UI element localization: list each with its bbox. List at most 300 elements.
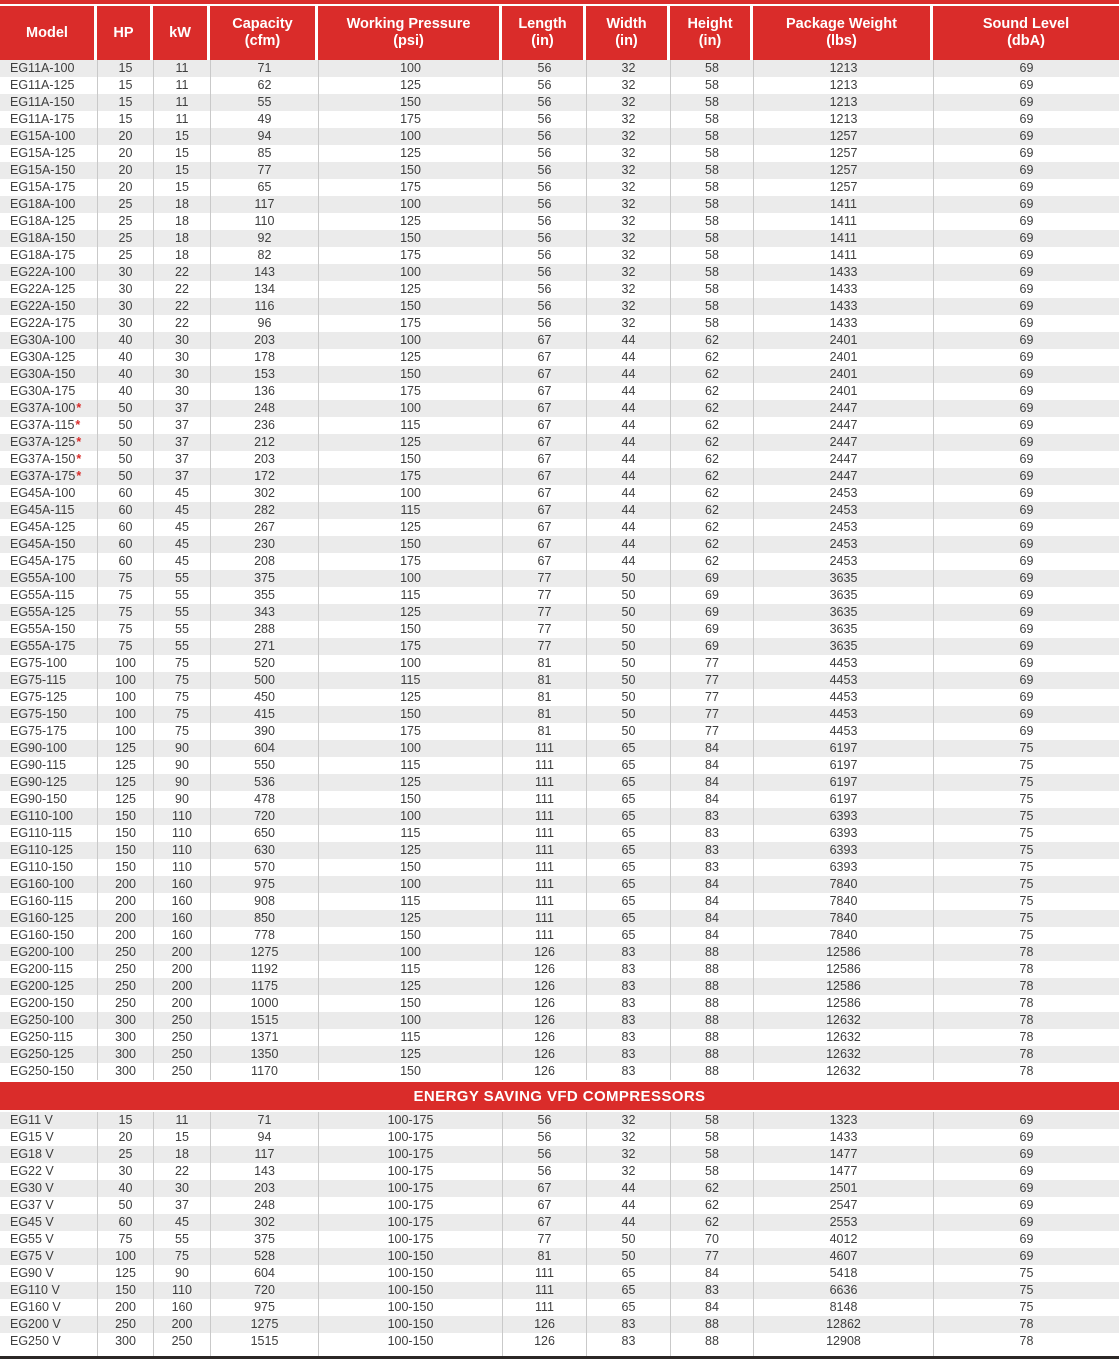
value-cell: 60 [97, 485, 153, 502]
value-cell: 2453 [753, 536, 933, 553]
value-cell: 58 [670, 1112, 753, 1129]
value-cell: 1411 [753, 213, 933, 230]
table-row [0, 1282, 1119, 1299]
value-cell: 178 [210, 349, 318, 366]
value-cell: 200 [97, 927, 153, 944]
value-cell: 125 [318, 604, 502, 621]
value-cell: 150 [318, 927, 502, 944]
value-cell: 32 [586, 94, 670, 111]
value-cell: 32 [586, 162, 670, 179]
value-cell: 100 [97, 1248, 153, 1265]
table-row [0, 587, 1119, 604]
value-cell: 83 [586, 1012, 670, 1029]
model-cell: EG15A-125 [10, 146, 76, 160]
value-cell: 32 [586, 1112, 670, 1129]
table-row [0, 94, 1119, 111]
value-cell: 1433 [753, 281, 933, 298]
model-cell: EG200-125 [10, 979, 74, 993]
table-row [0, 349, 1119, 366]
value-cell: 1213 [753, 94, 933, 111]
value-cell: 143 [210, 1163, 318, 1180]
model-cell: EG160 V [10, 1300, 61, 1314]
table-row [0, 60, 1119, 77]
value-cell: 126 [502, 961, 586, 978]
value-cell: 1257 [753, 179, 933, 196]
value-cell: 12862 [753, 1316, 933, 1333]
value-cell: 77 [502, 570, 586, 587]
value-cell: 60 [97, 502, 153, 519]
value-cell: 58 [670, 162, 753, 179]
value-cell: 69 [933, 723, 1119, 740]
value-cell: 69 [933, 1180, 1119, 1197]
value-cell: 69 [933, 77, 1119, 94]
value-cell: 56 [502, 179, 586, 196]
value-cell: 20 [97, 162, 153, 179]
value-cell: 110 [153, 859, 210, 876]
value-cell: 126 [502, 1333, 586, 1350]
value-cell: 84 [670, 1265, 753, 1282]
value-cell: 250 [97, 944, 153, 961]
value-cell: 58 [670, 77, 753, 94]
value-cell: 32 [586, 77, 670, 94]
value-cell: 1213 [753, 60, 933, 77]
value-cell: 60 [97, 519, 153, 536]
standard-compressor-rows [0, 60, 1119, 1080]
value-cell: 32 [586, 281, 670, 298]
value-cell: 1371 [210, 1029, 318, 1046]
value-cell: 56 [502, 1163, 586, 1180]
value-cell: 32 [586, 247, 670, 264]
value-cell: 69 [933, 1197, 1119, 1214]
value-cell: 55 [153, 587, 210, 604]
value-cell: 200 [153, 944, 210, 961]
value-cell: 150 [318, 162, 502, 179]
value-cell: 85 [210, 145, 318, 162]
value-cell: 81 [502, 689, 586, 706]
value-cell: 18 [153, 1146, 210, 1163]
value-cell: 1192 [210, 961, 318, 978]
value-cell: 81 [502, 655, 586, 672]
value-cell: 60 [97, 1214, 153, 1231]
model-cell: EG55A-175 [10, 639, 76, 653]
value-cell: 160 [153, 910, 210, 927]
value-cell: 175 [318, 315, 502, 332]
column-header-width [586, 6, 670, 60]
model-cell: EG37 V [10, 1198, 54, 1212]
value-cell: 56 [502, 230, 586, 247]
column-header-height [670, 6, 753, 60]
value-cell: 111 [502, 757, 586, 774]
model-cell: EG11A-175 [10, 112, 75, 126]
value-cell: 500 [210, 672, 318, 689]
model-cell: EG90 V [10, 1266, 54, 1280]
value-cell: 100 [97, 689, 153, 706]
column-header-sublabel: (cfm) [244, 33, 281, 49]
value-cell: 1257 [753, 128, 933, 145]
value-cell: 250 [97, 978, 153, 995]
value-cell: 50 [97, 451, 153, 468]
value-cell: 58 [670, 94, 753, 111]
table-row [0, 723, 1119, 740]
value-cell: 150 [318, 621, 502, 638]
value-cell: 12586 [753, 995, 933, 1012]
value-cell: 1257 [753, 145, 933, 162]
value-cell: 111 [502, 774, 586, 791]
value-cell: 83 [586, 1029, 670, 1046]
table-row [0, 553, 1119, 570]
value-cell: 44 [586, 400, 670, 417]
value-cell: 1350 [210, 1046, 318, 1063]
value-cell: 6393 [753, 842, 933, 859]
table-row [0, 179, 1119, 196]
table-row [0, 1316, 1119, 1333]
column-header-kw [153, 6, 210, 60]
value-cell: 11 [153, 60, 210, 77]
value-cell: 25 [97, 196, 153, 213]
value-cell: 56 [502, 94, 586, 111]
value-cell: 69 [933, 332, 1119, 349]
value-cell: 125 [318, 213, 502, 230]
value-cell: 8148 [753, 1299, 933, 1316]
value-cell: 12586 [753, 978, 933, 995]
value-cell: 32 [586, 1146, 670, 1163]
value-cell: 100 [97, 672, 153, 689]
table-row [0, 621, 1119, 638]
value-cell: 1411 [753, 247, 933, 264]
table-row [0, 196, 1119, 213]
value-cell: 45 [153, 519, 210, 536]
value-cell: 62 [670, 553, 753, 570]
value-cell: 100 [318, 485, 502, 502]
value-cell: 150 [318, 706, 502, 723]
value-cell: 15 [153, 162, 210, 179]
value-cell: 83 [670, 842, 753, 859]
value-cell: 81 [502, 723, 586, 740]
model-cell: EG45 V [10, 1215, 54, 1229]
model-cell: EG250 V [10, 1334, 61, 1348]
model-cell: EG45A-115 [10, 503, 75, 517]
value-cell: 125 [318, 1046, 502, 1063]
value-cell: 44 [586, 349, 670, 366]
value-cell: 75 [933, 859, 1119, 876]
value-cell: 32 [586, 196, 670, 213]
value-cell: 288 [210, 621, 318, 638]
model-cell: EG22A-175 [10, 316, 76, 330]
value-cell: 69 [933, 621, 1119, 638]
value-cell: 69 [670, 570, 753, 587]
table-header-row [0, 6, 1119, 60]
value-cell: 69 [933, 60, 1119, 77]
footnote-asterisk: * [76, 435, 82, 449]
value-cell: 126 [502, 1012, 586, 1029]
value-cell: 75 [97, 604, 153, 621]
value-cell: 415 [210, 706, 318, 723]
value-cell: 125 [318, 910, 502, 927]
value-cell: 720 [210, 808, 318, 825]
table-row [0, 434, 1119, 451]
value-cell: 69 [933, 264, 1119, 281]
value-cell: 37 [153, 468, 210, 485]
table-row [0, 757, 1119, 774]
value-cell: 150 [97, 859, 153, 876]
value-cell: 203 [210, 1180, 318, 1197]
value-cell: 96 [210, 315, 318, 332]
value-cell: 100 [97, 723, 153, 740]
value-cell: 15 [97, 94, 153, 111]
table-row [0, 536, 1119, 553]
value-cell: 75 [933, 1299, 1119, 1316]
value-cell: 65 [586, 740, 670, 757]
model-cell: EG160-150 [10, 928, 74, 942]
model-cell: EG37A-175* [10, 469, 82, 483]
value-cell: 69 [933, 655, 1119, 672]
value-cell: 100 [318, 740, 502, 757]
value-cell: 1433 [753, 264, 933, 281]
value-cell: 58 [670, 60, 753, 77]
value-cell: 78 [933, 1046, 1119, 1063]
value-cell: 6197 [753, 740, 933, 757]
value-cell: 67 [502, 468, 586, 485]
value-cell: 720 [210, 1282, 318, 1299]
value-cell: 150 [318, 366, 502, 383]
value-cell: 175 [318, 553, 502, 570]
value-cell: 7840 [753, 876, 933, 893]
footer-cell [0, 1350, 97, 1356]
value-cell: 78 [933, 1012, 1119, 1029]
value-cell: 2447 [753, 451, 933, 468]
value-cell: 78 [933, 944, 1119, 961]
value-cell: 81 [502, 706, 586, 723]
value-cell: 175 [318, 179, 502, 196]
value-cell: 56 [502, 77, 586, 94]
model-cell: EG75-150 [10, 707, 67, 721]
table-row [0, 485, 1119, 502]
value-cell: 125 [318, 281, 502, 298]
value-cell: 67 [502, 519, 586, 536]
value-cell: 4453 [753, 655, 933, 672]
value-cell: 69 [933, 315, 1119, 332]
value-cell: 58 [670, 179, 753, 196]
model-cell: EG11A-150 [10, 95, 75, 109]
value-cell: 250 [97, 995, 153, 1012]
value-cell: 203 [210, 451, 318, 468]
value-cell: 69 [933, 1214, 1119, 1231]
model-cell: EG110-150 [10, 860, 74, 874]
value-cell: 69 [933, 247, 1119, 264]
value-cell: 125 [318, 349, 502, 366]
value-cell: 2401 [753, 349, 933, 366]
value-cell: 58 [670, 1163, 753, 1180]
value-cell: 32 [586, 1163, 670, 1180]
value-cell: 300 [97, 1063, 153, 1080]
model-cell: EG55A-150 [10, 622, 76, 636]
value-cell: 450 [210, 689, 318, 706]
value-cell: 50 [586, 1248, 670, 1265]
model-cell: EG90-100 [10, 741, 67, 755]
value-cell: 250 [153, 1012, 210, 1029]
value-cell: 50 [97, 417, 153, 434]
column-header-label: kW [169, 24, 191, 41]
column-header-capacity [210, 6, 318, 60]
value-cell: 100-150 [318, 1299, 502, 1316]
value-cell: 200 [97, 876, 153, 893]
value-cell: 58 [670, 213, 753, 230]
value-cell: 78 [933, 1333, 1119, 1350]
value-cell: 4012 [753, 1231, 933, 1248]
value-cell: 88 [670, 961, 753, 978]
value-cell: 908 [210, 893, 318, 910]
value-cell: 32 [586, 230, 670, 247]
value-cell: 300 [97, 1333, 153, 1350]
value-cell: 83 [586, 961, 670, 978]
value-cell: 1323 [753, 1112, 933, 1129]
value-cell: 115 [318, 502, 502, 519]
value-cell: 69 [933, 536, 1119, 553]
value-cell: 69 [670, 587, 753, 604]
value-cell: 88 [670, 1063, 753, 1080]
value-cell: 125 [318, 689, 502, 706]
model-cell: EG110-115 [10, 826, 73, 840]
model-cell: EG22A-125 [10, 282, 76, 296]
value-cell: 75 [153, 706, 210, 723]
value-cell: 12632 [753, 1046, 933, 1063]
value-cell: 84 [670, 757, 753, 774]
value-cell: 83 [586, 978, 670, 995]
value-cell: 22 [153, 264, 210, 281]
value-cell: 58 [670, 196, 753, 213]
value-cell: 75 [933, 774, 1119, 791]
table-row [0, 451, 1119, 468]
value-cell: 75 [933, 740, 1119, 757]
value-cell: 18 [153, 247, 210, 264]
footer-cell [753, 1350, 933, 1356]
value-cell: 69 [933, 1146, 1119, 1163]
value-cell: 11 [153, 77, 210, 94]
table-row [0, 740, 1119, 757]
table-row [0, 383, 1119, 400]
value-cell: 2447 [753, 400, 933, 417]
value-cell: 75 [153, 655, 210, 672]
value-cell: 160 [153, 893, 210, 910]
value-cell: 150 [97, 842, 153, 859]
value-cell: 2453 [753, 485, 933, 502]
value-cell: 69 [933, 213, 1119, 230]
value-cell: 100 [318, 264, 502, 281]
value-cell: 84 [670, 791, 753, 808]
value-cell: 45 [153, 536, 210, 553]
model-cell: EG37A-115* [10, 418, 81, 432]
value-cell: 65 [586, 910, 670, 927]
value-cell: 67 [502, 332, 586, 349]
value-cell: 6197 [753, 757, 933, 774]
value-cell: 778 [210, 927, 318, 944]
value-cell: 50 [586, 621, 670, 638]
value-cell: 90 [153, 1265, 210, 1282]
value-cell: 83 [670, 1282, 753, 1299]
value-cell: 58 [670, 1146, 753, 1163]
value-cell: 56 [502, 281, 586, 298]
column-header-sublabel: (in) [615, 33, 638, 49]
value-cell: 56 [502, 60, 586, 77]
value-cell: 81 [502, 672, 586, 689]
vfd-compressor-rows [0, 1112, 1119, 1350]
value-cell: 100-175 [318, 1146, 502, 1163]
value-cell: 62 [670, 502, 753, 519]
value-cell: 65 [586, 774, 670, 791]
model-cell: EG200-100 [10, 945, 74, 959]
table-row [0, 859, 1119, 876]
value-cell: 150 [97, 825, 153, 842]
value-cell: 282 [210, 502, 318, 519]
value-cell: 248 [210, 1197, 318, 1214]
value-cell: 67 [502, 383, 586, 400]
value-cell: 111 [502, 791, 586, 808]
table-row [0, 400, 1119, 417]
value-cell: 69 [670, 604, 753, 621]
value-cell: 100 [318, 128, 502, 145]
model-cell: EG30A-175 [10, 384, 76, 398]
model-cell: EG45A-175 [10, 554, 76, 568]
table-row [0, 570, 1119, 587]
value-cell: 94 [210, 128, 318, 145]
value-cell: 77 [502, 604, 586, 621]
value-cell: 12632 [753, 1029, 933, 1046]
value-cell: 100-150 [318, 1248, 502, 1265]
value-cell: 248 [210, 400, 318, 417]
value-cell: 75 [933, 910, 1119, 927]
value-cell: 32 [586, 1129, 670, 1146]
value-cell: 100-175 [318, 1214, 502, 1231]
model-cell: EG37A-100* [10, 401, 82, 415]
value-cell: 75 [97, 621, 153, 638]
value-cell: 56 [502, 298, 586, 315]
value-cell: 1275 [210, 1316, 318, 1333]
value-cell: 44 [586, 332, 670, 349]
value-cell: 77 [670, 672, 753, 689]
value-cell: 75 [97, 1231, 153, 1248]
value-cell: 88 [670, 995, 753, 1012]
value-cell: 100-150 [318, 1333, 502, 1350]
value-cell: 110 [153, 825, 210, 842]
value-cell: 175 [318, 723, 502, 740]
value-cell: 6393 [753, 859, 933, 876]
footer-cell [586, 1350, 670, 1356]
table-row [0, 1214, 1119, 1231]
footnote-asterisk: * [75, 418, 81, 432]
column-header-label: Width [606, 16, 647, 32]
value-cell: 125 [318, 434, 502, 451]
value-cell: 67 [502, 417, 586, 434]
value-cell: 67 [502, 1180, 586, 1197]
value-cell: 56 [502, 315, 586, 332]
value-cell: 70 [670, 1231, 753, 1248]
value-cell: 67 [502, 434, 586, 451]
value-cell: 15 [97, 60, 153, 77]
value-cell: 200 [97, 1299, 153, 1316]
value-cell: 75 [933, 893, 1119, 910]
footer-cell [318, 1350, 502, 1356]
value-cell: 126 [502, 978, 586, 995]
value-cell: 2401 [753, 383, 933, 400]
value-cell: 83 [586, 1046, 670, 1063]
value-cell: 150 [318, 94, 502, 111]
model-cell: EG30 V [10, 1181, 54, 1195]
value-cell: 115 [318, 961, 502, 978]
column-header-package-weight [753, 6, 933, 60]
value-cell: 44 [586, 485, 670, 502]
value-cell: 67 [502, 553, 586, 570]
value-cell: 150 [318, 536, 502, 553]
